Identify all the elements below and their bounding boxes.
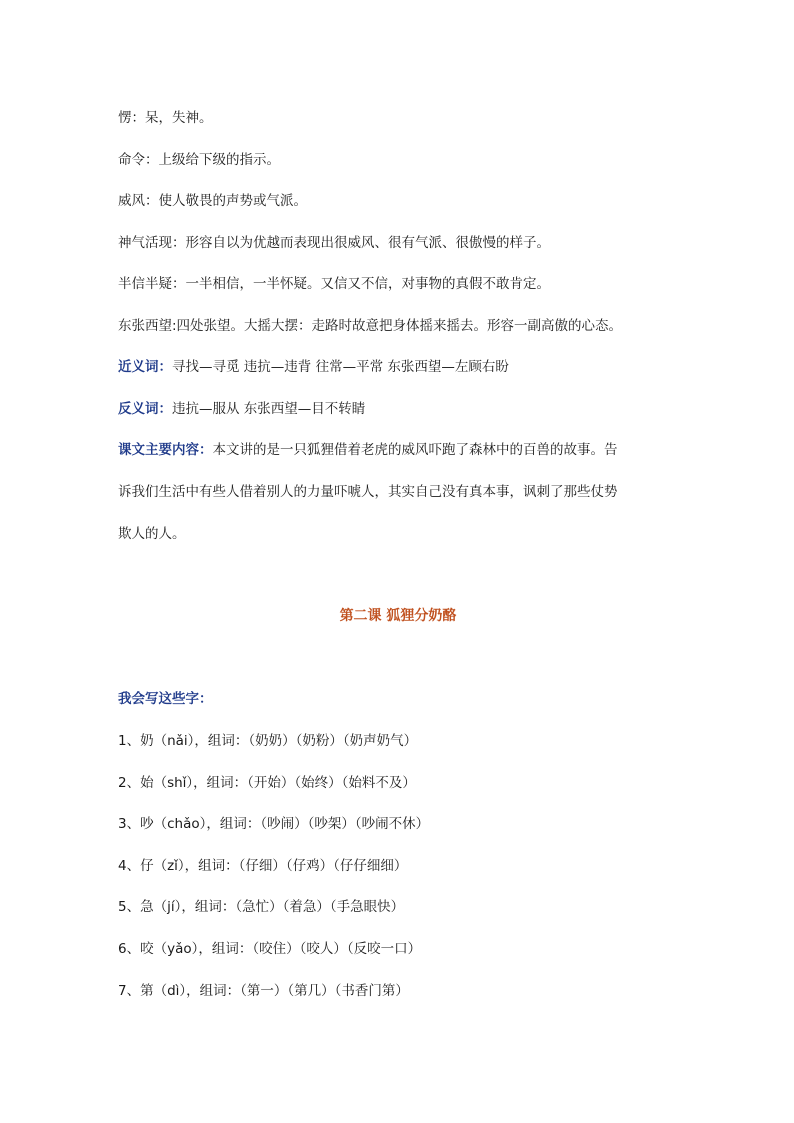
summary-line-2: 诉我们生活中有些人借着别人的力量吓唬人，其实自己没有真本事，讽刺了那些仗势: [118, 484, 618, 500]
character-item-nai: 1、奶（nǎi），组词：（奶奶）（奶粉）（奶声奶气）: [118, 733, 418, 749]
character-item-ji: 5、急（jí），组词：（急忙）（着急）（手急眼快）: [118, 899, 405, 915]
character-item-zi: 4、仔（zǐ），组词：（仔细）（仔鸡）（仔仔细细）: [118, 858, 408, 874]
summary-label: 课文主要内容：: [118, 442, 213, 458]
summary-row-1: [118, 440, 618, 460]
definition-weifeng: 威风：使人敬畏的声势或气派。: [118, 193, 307, 209]
antonyms-label: 反义词：: [118, 401, 172, 417]
summary-line-3: 欺人的人。: [118, 526, 186, 542]
character-item-chao: 3、吵（chǎo），组词：（吵闹）（吵架）（吵闹不休）: [118, 816, 430, 832]
antonyms-row: [118, 399, 365, 419]
definition-leng: 愣：呆，失神。: [118, 110, 213, 126]
definition-shenqi: 神气活现：形容自以为优越而表现出很威风、很有气派、很傲慢的样子。: [118, 235, 550, 251]
synonyms-row: [118, 357, 509, 377]
antonyms-text: 违抗—服从 东张西望—目不转睛: [172, 401, 366, 417]
character-item-shi: 2、始（shǐ），组词：（开始）（始终）（始料不及）: [118, 775, 416, 791]
writing-heading: 我会写这些字：: [118, 691, 213, 707]
definition-banxin: 半信半疑：一半相信，一半怀疑。又信又不信，对事物的真假不敢肯定。: [118, 276, 550, 292]
summary-line-1: 本文讲的是一只狐狸借着老虎的威风吓跑了森林中的百兽的故事。告: [212, 442, 618, 458]
character-item-di: 7、第（dì），组词：（第一）（第几）（书香门第）: [118, 983, 409, 999]
character-item-yao: 6、咬（yǎo），组词：（咬住）（咬人）（反咬一口）: [118, 941, 422, 957]
synonyms-label: 近义词：: [118, 359, 172, 375]
definition-mingling: 命令：上级给下级的指示。: [118, 152, 280, 168]
lesson-title: 第二课 狐狸分奶酪: [339, 608, 457, 624]
synonyms-text: 寻找—寻觅 违抗—违背 往常—平常 东张西望—左顾右盼: [172, 359, 509, 375]
definition-dongzhang: 东张西望:四处张望。大摇大摆：走路时故意把身体摇来摇去。形容一副高傲的心态。: [118, 318, 623, 334]
